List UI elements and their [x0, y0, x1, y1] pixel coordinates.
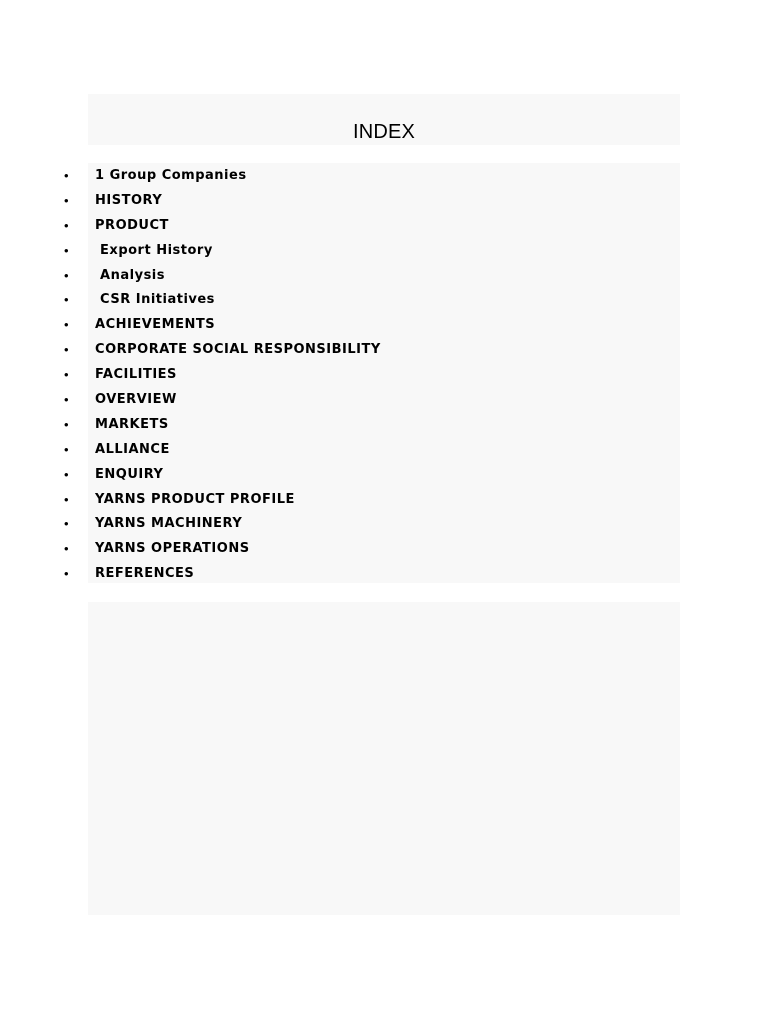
bullet-icon: •: [64, 367, 70, 383]
bullet-icon: •: [64, 441, 70, 457]
bullet-icon: •: [64, 516, 70, 532]
list-item-label: MARKETS: [90, 416, 169, 432]
bullet-icon: •: [64, 267, 70, 283]
list-item-label: ACHIEVEMENTS: [90, 317, 216, 333]
blank-content-panel: [88, 602, 680, 915]
list-item: [64, 214, 169, 239]
list-item-label: FACILITIES: [90, 367, 177, 383]
bullet-icon: •: [64, 466, 70, 482]
list-item-label: YARNS MACHINERY: [90, 516, 243, 532]
bullet-icon: •: [64, 168, 70, 183]
index-list: [64, 164, 381, 587]
list-item-label: Analysis: [90, 267, 166, 283]
list-item: [64, 537, 250, 562]
list-item: [64, 164, 247, 189]
list-item: [64, 239, 213, 264]
list-item-label: CSR Initiatives: [90, 292, 215, 308]
list-item-label: ENQUIRY: [90, 466, 164, 482]
list-item-label: ALLIANCE: [90, 441, 170, 457]
list-item: [64, 388, 177, 413]
bullet-icon: •: [64, 242, 70, 258]
bullet-icon: •: [64, 416, 70, 432]
list-item-label: YARNS OPERATIONS: [90, 541, 250, 557]
bullet-icon: •: [64, 317, 70, 333]
list-item: [64, 562, 195, 587]
list-item-label: CORPORATE SOCIAL RESPONSIBILITY: [90, 342, 381, 358]
bullet-icon: •: [64, 491, 70, 507]
page-title: INDEX: [352, 121, 416, 143]
title-panel: [88, 94, 680, 145]
list-item-label: REFERENCES: [90, 566, 195, 582]
list-item-label: OVERVIEW: [90, 392, 177, 408]
bullet-icon: •: [64, 541, 70, 557]
list-item: [64, 413, 169, 438]
list-item-label: YARNS PRODUCT PROFILE: [90, 491, 295, 507]
list-item: [64, 463, 164, 488]
list-item-label: PRODUCT: [90, 217, 169, 233]
bullet-icon: •: [64, 192, 70, 208]
list-item: [64, 363, 177, 388]
list-item: [64, 488, 295, 513]
list-item-label: HISTORY: [90, 192, 163, 208]
list-item-label: Export History: [90, 242, 213, 258]
list-item: [64, 264, 166, 289]
list-item: [64, 512, 243, 537]
bullet-icon: •: [64, 217, 70, 233]
list-item: [64, 288, 215, 313]
bullet-icon: •: [64, 292, 70, 308]
list-item: [64, 338, 381, 363]
bullet-icon: •: [64, 342, 70, 358]
list-item: [64, 438, 170, 463]
list-item: [64, 189, 163, 214]
bullet-icon: •: [64, 392, 70, 408]
list-item: [64, 313, 216, 338]
bullet-icon: •: [64, 566, 70, 582]
list-item-label: 1 Group Companies: [90, 168, 247, 183]
